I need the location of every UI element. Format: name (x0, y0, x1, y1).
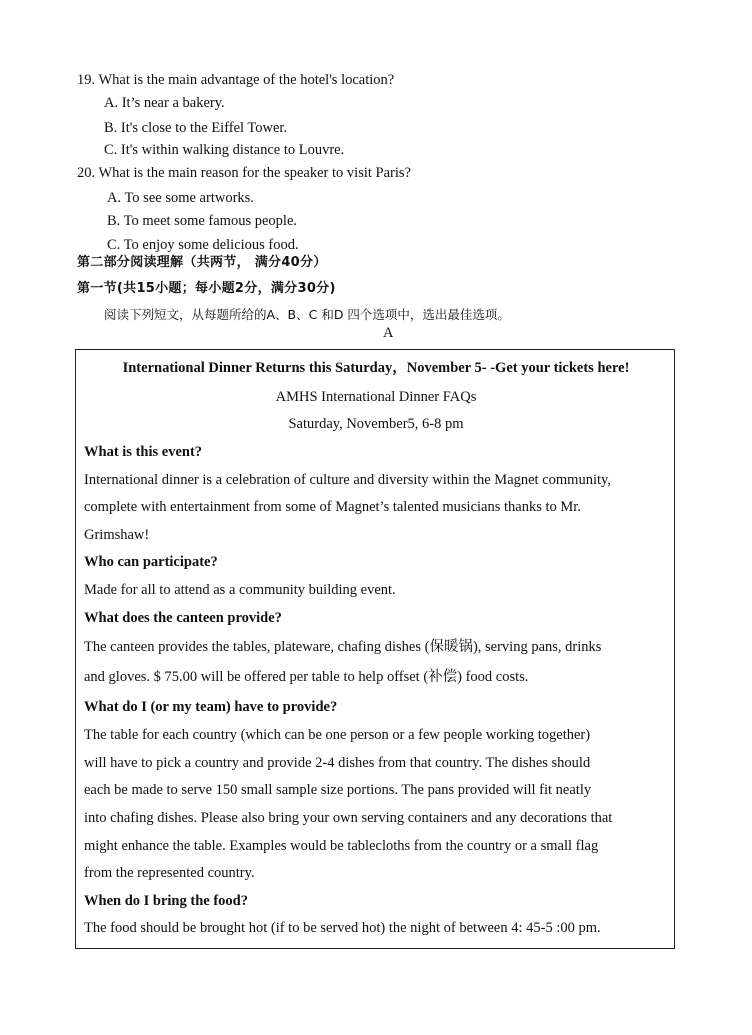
faq-answer-line: complete with entertainment from some of Magnet’s talented musicians thanks to Mr. (84, 499, 581, 515)
faq-answer-line: from the represented country. (84, 865, 255, 881)
faq-answer-line: The food should be brought hot (if to be served hot) the night of between 4: 45-5 :00 pm. (84, 920, 601, 936)
faq-answer-line: each be made to serve 150 small sample size portions. The pans provided will fit neatly (84, 782, 592, 798)
faq-answer-line: and gloves. $ 75.00 will be offered per table to help offset (补偿) food costs. (84, 669, 529, 685)
faq-answer-line: International dinner is a celebration of culture and diversity within the Magnet community, (84, 472, 611, 488)
question-19-option-c: C. It's within walking distance to Louvre. (104, 142, 345, 158)
subsection-title: 第一节(共15小题；每小题2分，满分30分) (77, 281, 336, 296)
faq-answer-line: Grimshaw! (84, 527, 150, 543)
passage-headline: International Dinner Returns this Saturday，November 5- -Get your tickets here! (122, 360, 630, 376)
faq-answer-line: The canteen provides the tables, plateware, chafing dishes (保暖锅), serving pans, drinks (84, 639, 602, 655)
faq-answer-line: might enhance the table. Examples would be tablecloths from the country or a small flag (84, 838, 599, 854)
passage-letter: A (383, 325, 394, 341)
faq-answer-line: will have to pick a country and provide 2-4 dishes from that country. The dishes should (84, 755, 591, 771)
faq-question: What does the canteen provide? (84, 610, 282, 626)
question-19-option-b: B. It's close to the Eiffel Tower. (104, 120, 288, 136)
faq-question: What is this event? (84, 444, 203, 460)
faq-question: When do I bring the food? (84, 893, 248, 909)
passage-box (75, 349, 675, 949)
question-20-option-a: A. To see some artworks. (107, 190, 254, 206)
faq-question: Who can participate? (84, 554, 218, 570)
question-20-stem: 20. What is the main reason for the speaker to visit Paris? (77, 165, 411, 181)
question-20-option-b: B. To meet some famous people. (107, 213, 298, 229)
part-title: 第二部分阅读理解（共两节， 满分40分） (77, 255, 327, 270)
question-20-option-c: C. To enjoy some delicious food. (107, 237, 299, 253)
faq-answer-line: Made for all to attend as a community building event. (84, 582, 396, 598)
question-19-stem: 19. What is the main advantage of the hotel's location? (77, 72, 395, 88)
faq-answer-line: into chafing dishes. Please also bring your own serving containers and any decorations that (84, 810, 613, 826)
faq-question: What do I (or my team) have to provide? (84, 699, 338, 715)
instructions: 阅读下列短文，从每题所给的A、B、C 和D 四个选项中，选出最佳选项。 (104, 307, 510, 322)
passage-subtitle: AMHS International Dinner FAQs (275, 389, 477, 405)
faq-answer-line: The table for each country (which can be one person or a few people working together) (84, 727, 591, 743)
passage-date: Saturday, November5, 6-8 pm (288, 416, 464, 432)
question-19-option-a: A. It’s near a bakery. (104, 95, 225, 111)
